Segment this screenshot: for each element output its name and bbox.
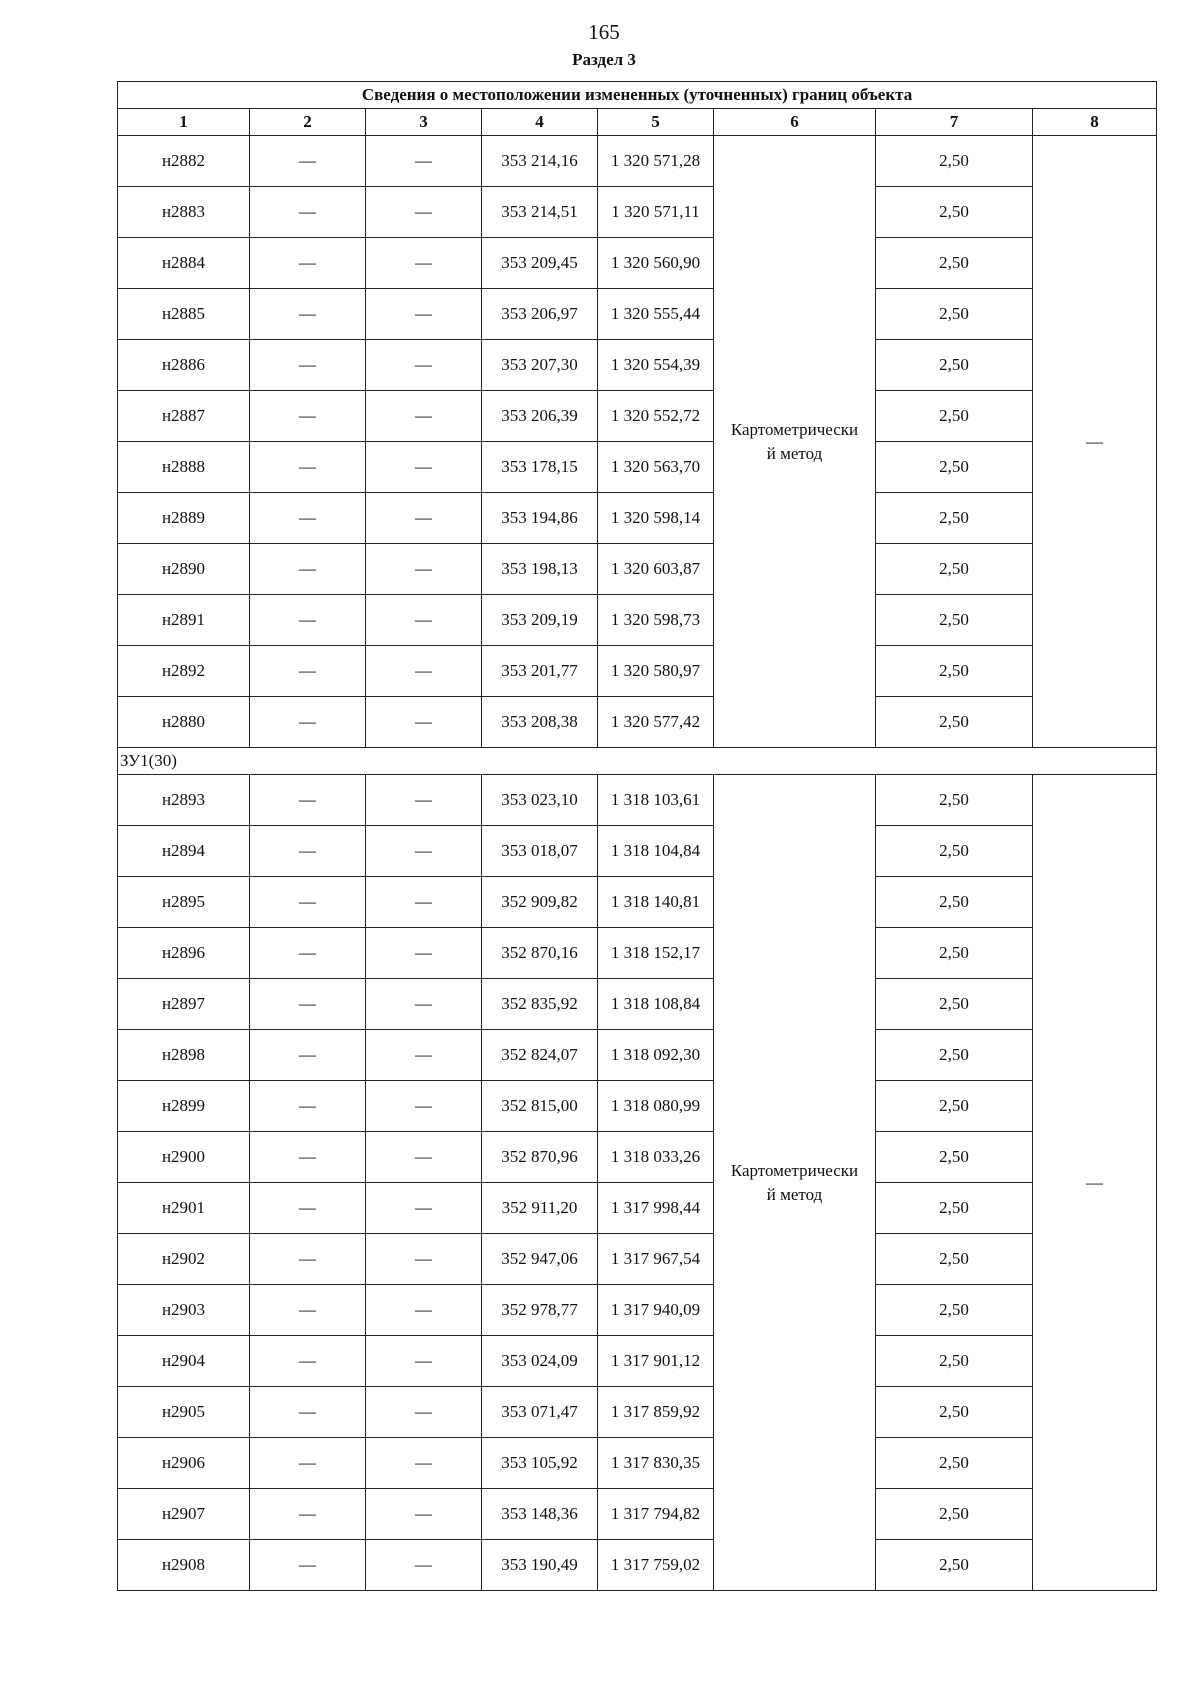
col2-cell: — — [250, 1438, 366, 1489]
accuracy-cell: 2,50 — [876, 1285, 1033, 1336]
table-row — [118, 697, 1157, 748]
accuracy-cell: 2,50 — [876, 1489, 1033, 1540]
accuracy-cell: 2,50 — [876, 187, 1033, 238]
table-body — [118, 136, 1157, 1591]
accuracy-cell: 2,50 — [876, 1387, 1033, 1438]
col3-cell: — — [366, 697, 482, 748]
accuracy-cell: 2,50 — [876, 928, 1033, 979]
point-id-cell: н2882 — [118, 136, 250, 187]
x-coordinate-cell: 352 978,77 — [482, 1285, 598, 1336]
x-coordinate-cell: 353 023,10 — [482, 775, 598, 826]
accuracy-cell: 2,50 — [876, 544, 1033, 595]
x-coordinate-cell: 353 206,39 — [482, 391, 598, 442]
col3-cell: — — [366, 877, 482, 928]
point-id-cell: н2895 — [118, 877, 250, 928]
group-row — [118, 748, 1157, 775]
column-number-4: 4 — [482, 109, 598, 136]
point-id-cell: н2903 — [118, 1285, 250, 1336]
accuracy-cell: 2,50 — [876, 775, 1033, 826]
column-number-6: 6 — [714, 109, 876, 136]
col3-cell: — — [366, 238, 482, 289]
y-coordinate-cell: 1 317 794,82 — [598, 1489, 714, 1540]
col3-cell: — — [366, 775, 482, 826]
col2-cell: — — [250, 775, 366, 826]
point-id-cell: н2890 — [118, 544, 250, 595]
table-row — [118, 1183, 1157, 1234]
point-id-cell: н2907 — [118, 1489, 250, 1540]
point-id-cell: н2887 — [118, 391, 250, 442]
col2-cell: — — [250, 697, 366, 748]
col3-cell: — — [366, 1183, 482, 1234]
col3-cell: — — [366, 1132, 482, 1183]
y-coordinate-cell: 1 320 598,14 — [598, 493, 714, 544]
accuracy-cell: 2,50 — [876, 1336, 1033, 1387]
point-id-cell: н2900 — [118, 1132, 250, 1183]
x-coordinate-cell: 352 835,92 — [482, 979, 598, 1030]
col2-cell: — — [250, 646, 366, 697]
table-row — [118, 595, 1157, 646]
point-id-cell: н2902 — [118, 1234, 250, 1285]
x-coordinate-cell: 353 209,45 — [482, 238, 598, 289]
table-row — [118, 289, 1157, 340]
method-text-line: Картометрически — [730, 419, 859, 439]
point-id-cell: н2892 — [118, 646, 250, 697]
y-coordinate-cell: 1 320 571,11 — [598, 187, 714, 238]
x-coordinate-cell: 352 870,96 — [482, 1132, 598, 1183]
col3-cell: — — [366, 646, 482, 697]
x-coordinate-cell: 352 947,06 — [482, 1234, 598, 1285]
point-id-cell: н2901 — [118, 1183, 250, 1234]
col3-cell: — — [366, 1387, 482, 1438]
col2-cell: — — [250, 877, 366, 928]
table-row — [118, 442, 1157, 493]
column-number-1: 1 — [118, 109, 250, 136]
method-text-line: Картометрически — [730, 1160, 859, 1180]
table-title: Сведения о местоположении измененных (уточненных) границ объекта — [118, 82, 1157, 109]
point-id-cell: н2896 — [118, 928, 250, 979]
x-coordinate-cell: 353 214,16 — [482, 136, 598, 187]
x-coordinate-cell: 352 911,20 — [482, 1183, 598, 1234]
y-coordinate-cell: 1 318 152,17 — [598, 928, 714, 979]
table-row — [118, 1438, 1157, 1489]
col2-cell: — — [250, 1387, 366, 1438]
col3-cell: — — [366, 595, 482, 646]
x-coordinate-cell: 352 870,16 — [482, 928, 598, 979]
col3-cell: — — [366, 1540, 482, 1591]
point-id-cell: н2880 — [118, 697, 250, 748]
y-coordinate-cell: 1 318 140,81 — [598, 877, 714, 928]
table-row — [118, 340, 1157, 391]
group-label: ЗУ1(30) — [118, 748, 1157, 775]
method-cell — [714, 136, 876, 748]
y-coordinate-cell: 1 320 580,97 — [598, 646, 714, 697]
y-coordinate-cell: 1 317 940,09 — [598, 1285, 714, 1336]
accuracy-cell: 2,50 — [876, 442, 1033, 493]
y-coordinate-cell: 1 320 571,28 — [598, 136, 714, 187]
col3-cell: — — [366, 1234, 482, 1285]
table-row — [118, 1234, 1157, 1285]
table-row — [118, 493, 1157, 544]
col3-cell: — — [366, 391, 482, 442]
col2-cell: — — [250, 238, 366, 289]
accuracy-cell: 2,50 — [876, 1081, 1033, 1132]
table-row — [118, 928, 1157, 979]
y-coordinate-cell: 1 320 563,70 — [598, 442, 714, 493]
table-row — [118, 136, 1157, 187]
y-coordinate-cell: 1 317 830,35 — [598, 1438, 714, 1489]
table-row — [118, 1489, 1157, 1540]
accuracy-cell: 2,50 — [876, 238, 1033, 289]
table-row — [118, 775, 1157, 826]
x-coordinate-cell: 353 024,09 — [482, 1336, 598, 1387]
accuracy-cell: 2,50 — [876, 1132, 1033, 1183]
y-coordinate-cell: 1 317 998,44 — [598, 1183, 714, 1234]
y-coordinate-cell: 1 318 104,84 — [598, 826, 714, 877]
x-coordinate-cell: 353 148,36 — [482, 1489, 598, 1540]
y-coordinate-cell: 1 320 603,87 — [598, 544, 714, 595]
col2-cell: — — [250, 595, 366, 646]
col2-cell: — — [250, 1285, 366, 1336]
accuracy-cell: 2,50 — [876, 595, 1033, 646]
y-coordinate-cell: 1 320 552,72 — [598, 391, 714, 442]
accuracy-cell: 2,50 — [876, 136, 1033, 187]
col2-cell: — — [250, 928, 366, 979]
col3-cell: — — [366, 826, 482, 877]
table-row — [118, 1081, 1157, 1132]
point-id-cell: н2897 — [118, 979, 250, 1030]
col3-cell: — — [366, 1285, 482, 1336]
x-coordinate-cell: 353 201,77 — [482, 646, 598, 697]
col3-cell: — — [366, 1030, 482, 1081]
accuracy-cell: 2,50 — [876, 979, 1033, 1030]
col2-cell: — — [250, 1183, 366, 1234]
col8-cell: — — [1033, 775, 1157, 1591]
x-coordinate-cell: 353 190,49 — [482, 1540, 598, 1591]
point-id-cell: н2904 — [118, 1336, 250, 1387]
col2-cell: — — [250, 826, 366, 877]
y-coordinate-cell: 1 320 560,90 — [598, 238, 714, 289]
y-coordinate-cell: 1 318 080,99 — [598, 1081, 714, 1132]
col3-cell: — — [366, 493, 482, 544]
col2-cell: — — [250, 289, 366, 340]
point-id-cell: н2906 — [118, 1438, 250, 1489]
accuracy-cell: 2,50 — [876, 340, 1033, 391]
accuracy-cell: 2,50 — [876, 1030, 1033, 1081]
col2-cell: — — [250, 136, 366, 187]
y-coordinate-cell: 1 317 859,92 — [598, 1387, 714, 1438]
accuracy-cell: 2,50 — [876, 1183, 1033, 1234]
y-coordinate-cell: 1 317 759,02 — [598, 1540, 714, 1591]
point-id-cell: н2889 — [118, 493, 250, 544]
method-text-line: й метод — [766, 443, 823, 463]
x-coordinate-cell: 353 105,92 — [482, 1438, 598, 1489]
y-coordinate-cell: 1 318 092,30 — [598, 1030, 714, 1081]
point-id-cell: н2893 — [118, 775, 250, 826]
table-row — [118, 1030, 1157, 1081]
x-coordinate-cell: 353 018,07 — [482, 826, 598, 877]
col2-cell: — — [250, 1336, 366, 1387]
point-id-cell: н2908 — [118, 1540, 250, 1591]
col2-cell: — — [250, 1132, 366, 1183]
table-row — [118, 391, 1157, 442]
y-coordinate-cell: 1 320 554,39 — [598, 340, 714, 391]
x-coordinate-cell: 352 909,82 — [482, 877, 598, 928]
accuracy-cell: 2,50 — [876, 1540, 1033, 1591]
point-id-cell: н2898 — [118, 1030, 250, 1081]
col3-cell: — — [366, 289, 482, 340]
accuracy-cell: 2,50 — [876, 646, 1033, 697]
point-id-cell: н2885 — [118, 289, 250, 340]
col2-cell: — — [250, 979, 366, 1030]
accuracy-cell: 2,50 — [876, 1438, 1033, 1489]
column-number-5: 5 — [598, 109, 714, 136]
page-number: 165 — [588, 20, 620, 44]
col2-cell: — — [250, 1234, 366, 1285]
x-coordinate-cell: 353 178,15 — [482, 442, 598, 493]
col2-cell: — — [250, 391, 366, 442]
col2-cell: — — [250, 442, 366, 493]
col2-cell: — — [250, 1489, 366, 1540]
table-row — [118, 646, 1157, 697]
y-coordinate-cell: 1 320 555,44 — [598, 289, 714, 340]
point-id-cell: н2891 — [118, 595, 250, 646]
table-row — [118, 979, 1157, 1030]
accuracy-cell: 2,50 — [876, 289, 1033, 340]
method-text-line: й метод — [766, 1184, 823, 1204]
x-coordinate-cell: 353 206,97 — [482, 289, 598, 340]
table-row — [118, 1132, 1157, 1183]
point-id-cell: н2905 — [118, 1387, 250, 1438]
x-coordinate-cell: 353 209,19 — [482, 595, 598, 646]
table-row — [118, 238, 1157, 289]
col3-cell: — — [366, 187, 482, 238]
column-number-row — [118, 109, 1157, 136]
table-row — [118, 544, 1157, 595]
y-coordinate-cell: 1 318 108,84 — [598, 979, 714, 1030]
col2-cell: — — [250, 493, 366, 544]
col3-cell: — — [366, 544, 482, 595]
x-coordinate-cell: 353 198,13 — [482, 544, 598, 595]
col3-cell: — — [366, 979, 482, 1030]
table-row — [118, 187, 1157, 238]
accuracy-cell: 2,50 — [876, 877, 1033, 928]
section-title: Раздел 3 — [572, 50, 636, 69]
y-coordinate-cell: 1 317 967,54 — [598, 1234, 714, 1285]
col2-cell: — — [250, 1030, 366, 1081]
col2-cell: — — [250, 1540, 366, 1591]
method-cell — [714, 775, 876, 1591]
point-id-cell: н2899 — [118, 1081, 250, 1132]
col3-cell: — — [366, 136, 482, 187]
accuracy-cell: 2,50 — [876, 826, 1033, 877]
column-number-8: 8 — [1033, 109, 1157, 136]
y-coordinate-cell: 1 320 598,73 — [598, 595, 714, 646]
point-id-cell: н2883 — [118, 187, 250, 238]
col3-cell: — — [366, 928, 482, 979]
col3-cell: — — [366, 1489, 482, 1540]
point-id-cell: н2884 — [118, 238, 250, 289]
point-id-cell: н2886 — [118, 340, 250, 391]
y-coordinate-cell: 1 318 033,26 — [598, 1132, 714, 1183]
accuracy-cell: 2,50 — [876, 391, 1033, 442]
table-row — [118, 1540, 1157, 1591]
x-coordinate-cell: 353 071,47 — [482, 1387, 598, 1438]
y-coordinate-cell: 1 318 103,61 — [598, 775, 714, 826]
col3-cell: — — [366, 1438, 482, 1489]
table-row — [118, 877, 1157, 928]
table-row — [118, 1285, 1157, 1336]
col3-cell: — — [366, 442, 482, 493]
col2-cell: — — [250, 340, 366, 391]
x-coordinate-cell: 353 207,30 — [482, 340, 598, 391]
column-number-3: 3 — [366, 109, 482, 136]
x-coordinate-cell: 353 208,38 — [482, 697, 598, 748]
col3-cell: — — [366, 1336, 482, 1387]
x-coordinate-cell: 353 214,51 — [482, 187, 598, 238]
point-id-cell: н2894 — [118, 826, 250, 877]
boundary-coordinates-table — [117, 81, 1157, 1591]
y-coordinate-cell: 1 317 901,12 — [598, 1336, 714, 1387]
col2-cell: — — [250, 1081, 366, 1132]
point-id-cell: н2888 — [118, 442, 250, 493]
col3-cell: — — [366, 340, 482, 391]
y-coordinate-cell: 1 320 577,42 — [598, 697, 714, 748]
x-coordinate-cell: 353 194,86 — [482, 493, 598, 544]
table-row — [118, 1387, 1157, 1438]
accuracy-cell: 2,50 — [876, 1234, 1033, 1285]
table-row — [118, 1336, 1157, 1387]
x-coordinate-cell: 352 824,07 — [482, 1030, 598, 1081]
accuracy-cell: 2,50 — [876, 697, 1033, 748]
accuracy-cell: 2,50 — [876, 493, 1033, 544]
table-row — [118, 826, 1157, 877]
col3-cell: — — [366, 1081, 482, 1132]
col8-cell: — — [1033, 136, 1157, 748]
column-number-2: 2 — [250, 109, 366, 136]
column-number-7: 7 — [876, 109, 1033, 136]
col2-cell: — — [250, 544, 366, 595]
col2-cell: — — [250, 187, 366, 238]
x-coordinate-cell: 352 815,00 — [482, 1081, 598, 1132]
